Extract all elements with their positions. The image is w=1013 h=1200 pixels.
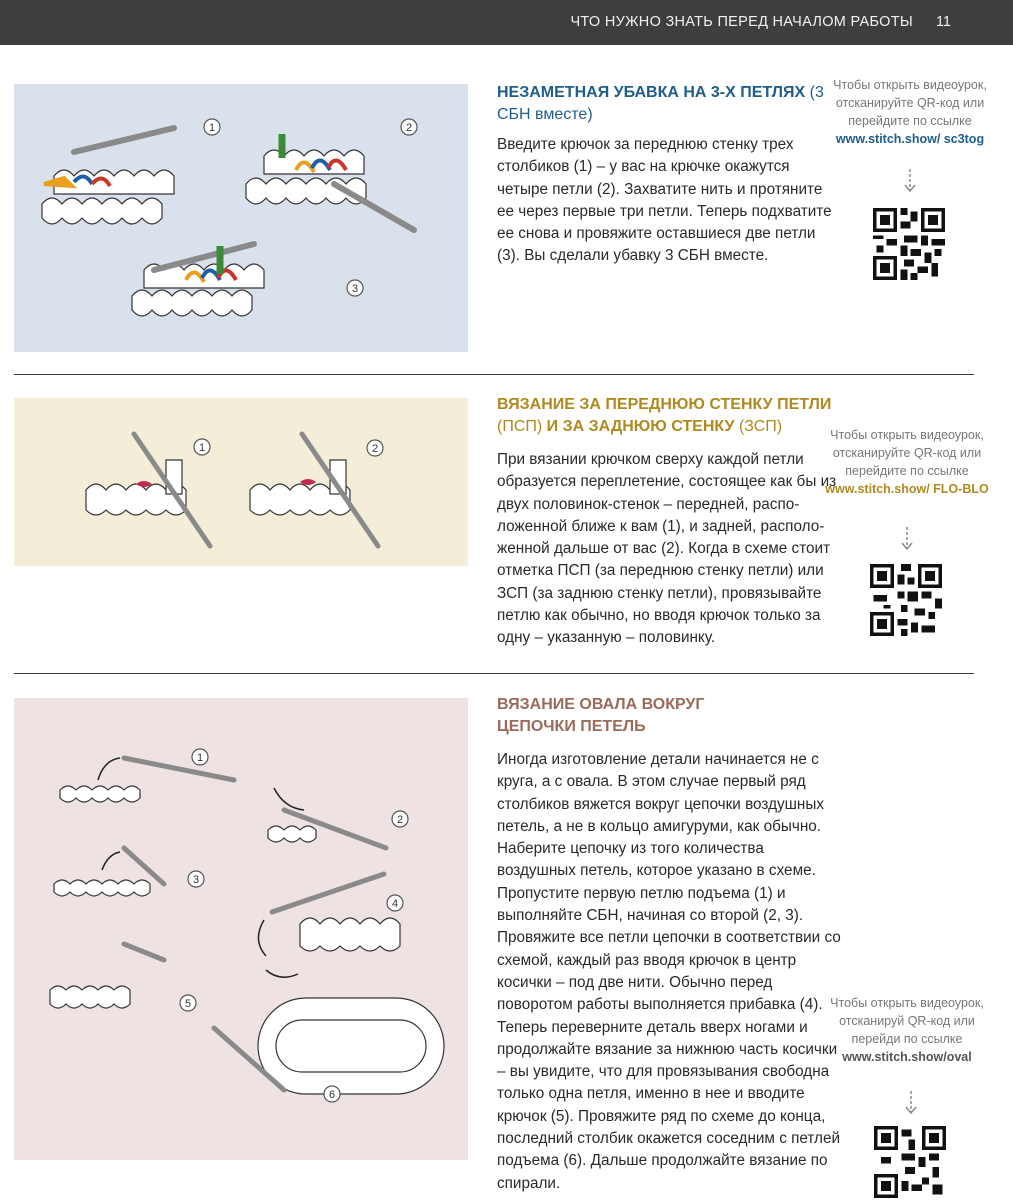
- figure-label-4: 4: [391, 898, 399, 910]
- arrow-down-icon: [900, 526, 914, 552]
- side-note-text: Чтобы открыть видеоурок, отсканируй QR-код или перейди по ссылке: [830, 996, 984, 1046]
- section-body-flo-blo: При вязании крючком сверху каждой петли образуется переплетение, состоящее как бы из двух половинок-стенок – передней, расположенной ближе к вам (1), и задней, расположенной дальше от вас (2). Когда в схеме стоит отметка ПСП (за переднюю стенку петли) или ЗСП (за заднюю стенку петли), провязывайте петлю как обычно, но вводя крючок только за одну – указанную – половинку.: [497, 451, 837, 647]
- side-note-text: Чтобы открыть видеоурок, отсканируйте QR-код или перейдите по ссылке: [830, 428, 984, 478]
- section-title-note: (ПСП): [497, 418, 543, 435]
- section-divider: [14, 374, 974, 375]
- figure-panel-flo-blo: [14, 398, 468, 566]
- figure-label-1: 1: [196, 752, 204, 764]
- figure-label-3: 3: [351, 283, 359, 295]
- video-link-sc3tog[interactable]: www.stitch.show/ sc3tog: [835, 132, 985, 146]
- video-link-oval[interactable]: www.stitch.show/oval: [842, 1050, 972, 1064]
- qr-code-oval-icon[interactable]: [874, 1126, 946, 1200]
- section-body-oval: Иногда изготовление детали начинается не с круга, а с овала. В этом случае первый ряд столбиков вяжется вокруг цепочки воздушных петель, а не в кольцо амигуруми, как обычно. Наберите цепочку из того количества воздушных петель, которое указано в схеме. Пропустите первую петлю подъема (1) и выполняйте СБН, начиная со второй (2, 3). Провяжите все петли цепочки в соответствии со схемой, каждый раз вводя крючок в центр косички – под две нити. Обычно перед поворотом работы выполняется прибавка (4). Теперь переверните деталь вверх ногами и продолжайте вязание за нижнюю часть косички – вы увидите, что для провязывания свободна только одна петля, именно в нее и вводите крючок (5). Провяжите ряд по схеме до конца, последний столбик окажется соседним с петлей подъема (6). Дальше продолжайте вязание по спирали.: [497, 751, 841, 1192]
- video-link-flo-blo[interactable]: www.stitch.show/ FLO-BLO: [825, 482, 989, 496]
- figure-panel-oval: [14, 698, 468, 1160]
- oval-illustration: [14, 698, 468, 1160]
- figure-label-2: 2: [396, 814, 404, 826]
- sc3tog-illustration: [14, 84, 468, 352]
- arrow-down-icon: [904, 1090, 918, 1116]
- figure-label-2: 2: [371, 443, 379, 455]
- section-title-note-2: (ЗСП): [738, 418, 783, 435]
- section-title-mid: И ЗА ЗАДНЮЮ СТЕНКУ: [546, 418, 735, 435]
- figure-label-1: 1: [198, 442, 206, 454]
- side-note-flo-blo: [822, 426, 992, 498]
- page-header: [0, 0, 1013, 45]
- section-title-sc3tog: [497, 82, 827, 126]
- figure-panel-sc3tog: [14, 84, 468, 352]
- page-number: 11: [935, 14, 951, 30]
- qr-code-flo-blo-icon[interactable]: [870, 564, 942, 636]
- section-title-note: (3 СБН вместе): [497, 84, 824, 123]
- section-title-text: ВЯЗАНИЕ ОВАЛА ВОКРУГ ЦЕПОЧКИ ПЕТЕЛЬ: [497, 696, 705, 735]
- figure-label-2: 2: [405, 122, 413, 134]
- flo-blo-illustration: [14, 398, 468, 566]
- figure-label-1: 1: [208, 122, 216, 134]
- qr-code-sc3tog-icon[interactable]: [873, 208, 945, 280]
- side-note-sc3tog: [825, 76, 995, 148]
- figure-label-3: 3: [192, 874, 200, 886]
- running-header-title: ЧТО НУЖНО ЗНАТЬ ПЕРЕД НАЧАЛОМ РАБОТЫ: [570, 14, 913, 30]
- section-title-text: ВЯЗАНИЕ ЗА ПЕРЕДНЮЮ СТЕНКУ ПЕТЛИ: [497, 396, 832, 413]
- section-title-flo-blo: [497, 394, 837, 438]
- arrow-down-icon: [903, 168, 917, 194]
- figure-label-5: 5: [184, 998, 192, 1010]
- section-divider: [14, 673, 974, 674]
- side-note-text: Чтобы открыть видеоурок, отсканируйте QR-код или перейдите по ссылке: [833, 78, 987, 128]
- side-note-oval: [822, 994, 992, 1066]
- section-body-sc3tog: Введите крючок за переднюю стенку трех столбиков (1) – у вас на крючке окажутся четыре петли (2). Захватите нить и протяните ее через первые три петли. Теперь подхватите ее снова и провяжите оставшиеся две петли (3). Вы сделали убавку 3 СБН вместе.: [497, 136, 832, 265]
- section-title-text: НЕЗАМЕТНАЯ УБАВКА НА 3-Х ПЕТЛЯХ: [497, 84, 806, 101]
- figure-label-6: 6: [328, 1089, 336, 1101]
- section-title-oval: [497, 694, 747, 738]
